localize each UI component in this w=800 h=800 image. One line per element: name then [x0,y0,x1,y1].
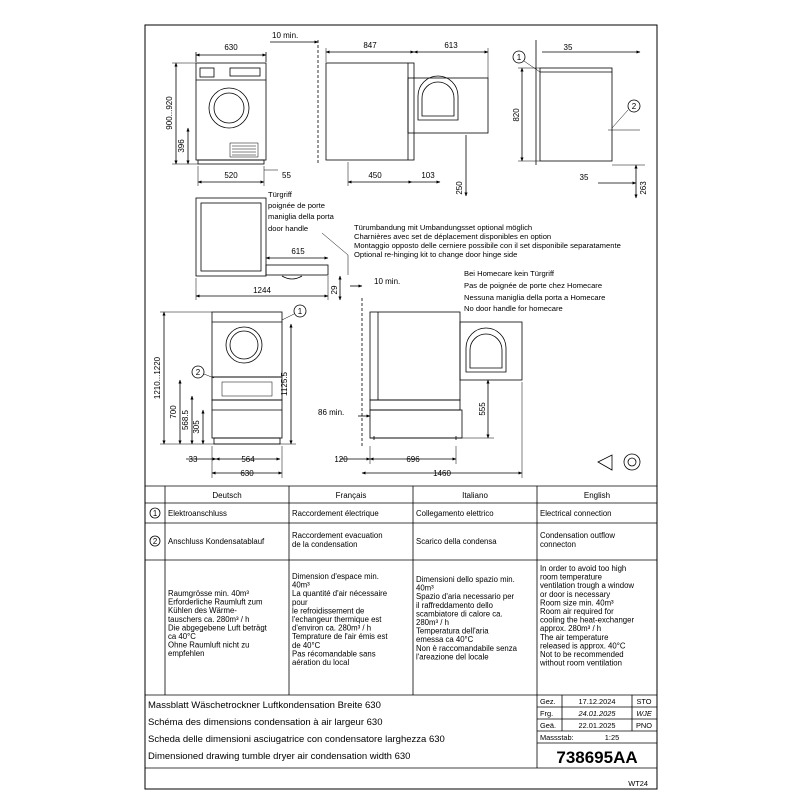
dim-630-top: 630 [224,43,238,52]
homecare-note-en: No door handle for homecare [464,304,563,313]
rehinge-note-de: Türumbandung mit Umbandungsset optional möglich [354,223,533,232]
dim-1244: 1244 [253,286,271,295]
stack-side-view [340,286,522,478]
header-francais: Français [335,491,367,500]
dim-450: 450 [368,171,382,180]
dim-55: 55 [282,171,291,180]
rev-gez-label: Gez. [540,697,556,706]
dim-305: 305 [192,420,201,434]
dim-263: 263 [639,181,648,195]
door-handle-label-fr: poignée de porte [268,201,326,210]
dim-615: 615 [291,247,305,256]
rev-frg-initials: WJE [636,709,652,718]
dim-696: 696 [406,455,420,464]
dim-103: 103 [421,171,435,180]
dryer-body [196,63,266,160]
drawing-area [160,40,645,478]
dim-520: 520 [224,171,238,180]
projection-symbol-icon [598,454,640,470]
row2-cell-fr: Raccordement evacuation de la condensation [292,531,383,549]
header-deutsch: Deutsch [212,491,242,500]
marker-2-stack: 2 [195,368,201,377]
dim-10-min-stack: 10 min. [374,277,401,286]
row1-cell-en: Electrical connection [540,509,612,518]
row1-cell-fr: Raccordement électrique [292,509,379,518]
footer-code: WT24 [628,779,648,788]
dim-29: 29 [330,285,339,295]
dim-1210-1220: 1210...1220 [153,356,162,400]
dim-555: 555 [478,402,487,416]
dim-568-5: 568.5 [181,409,190,431]
front-view [172,52,278,186]
dim-35-bottom: 35 [579,173,589,182]
dim-120: 120 [334,455,348,464]
dim-820: 820 [512,108,521,122]
scale-label: Massstab: [540,733,574,742]
header-english: English [583,491,611,500]
door-handle-label-en: door handle [268,224,309,233]
table-cells [168,509,634,668]
dim-900-920: 900...920 [165,96,174,130]
dim-847: 847 [363,41,377,50]
dim-1460: 1460 [433,469,451,478]
drawing-labels [153,31,648,478]
dim-700: 700 [169,405,178,419]
homecare-note-de: Bei Homecare kein Türgriff [464,269,555,278]
sheet-border [145,25,657,789]
dim-35-top: 35 [563,43,573,52]
title-fr: Schéma des dimensions condensation à air largeur 630 [148,717,383,728]
dim-564: 564 [241,455,255,464]
homecare-note-it: Nessuna maniglia della porta a Homecare [464,293,606,302]
door-handle-label-de: Türgriff [268,190,292,199]
dim-396: 396 [177,139,186,153]
rehinge-note-fr: Charnières avec set de déplacement disponibles en option [354,232,552,241]
rev-gea-initials: PNO [635,721,653,730]
title-block-text [148,697,652,788]
rev-gea-date: 22.01.2025 [578,721,616,730]
row1-marker: 1 [152,509,158,518]
marker-1-stack: 1 [297,307,303,316]
dryer-right-body [540,68,612,161]
row2-marker: 2 [152,537,158,546]
rehinge-note-it: Montaggio opposto delle cerniere possibile con il set disponibile separatamente [354,241,621,250]
note-cell-en: In order to avoid too high room temperature ventilation trough a window or door is necessary Room size min. 40m³ Room air required for cooling the heat-exchanger approx. 280m³ / h The air temperature released is approx. 40°C Not to be recommended without room ventilation [540,564,635,668]
note-cell-it: Dimensioni dello spazio min. 40m³ Spazio d'aria necessario per il raffreddamento dello scambiatore di calore ca. 280m³ / h Temperatura dell'aria emessa ca 40°C Non è raccomandabile senza l'areazione del locale [416,575,517,662]
title-en: Dimensioned drawing tumble dryer air condensation width 630 [148,751,411,762]
title-it: Scheda delle dimensioni asciugatrice con condensatore larghezza 630 [148,734,445,745]
dim-1125-5: 1125.5 [280,372,289,396]
dryer-side-body [326,63,414,160]
legend-text [153,491,635,668]
marker-2-right: 2 [631,102,637,111]
row2-cell-it: Scarico della condensa [416,537,497,546]
dim-250: 250 [455,181,464,195]
rev-frg-label: Frg. [540,709,554,718]
dim-10-min-top: 10 min. [272,31,299,40]
note-cell-fr: Dimension d'espace min. 40m³ La quantité d'air nécessaire pour le refroidissement de l'echangeur thermique est d'environ ca. 280m³ / h Temprature de l'air émis est de 40°C Pas récomandable sans aération du local [292,572,388,667]
dim-630-bottom: 630 [240,469,254,478]
rev-gea-label: Geä. [540,721,557,730]
rev-gez-initials: STO [636,697,652,706]
note-cell-de: Raumgrösse min. 40m³ Erforderliche Raumluft zum Kühlen des Wärme-tauschers ca. 280m³ / h Die abgegebene Luft beträgt ca 40°C Ohne Raumluft nicht zu empfehlen [168,589,267,659]
dim-86-min: 86 min. [318,408,345,417]
door-handle-label-it: maniglia della porta [268,212,334,221]
dim-613: 613 [444,41,458,50]
marker-1-right: 1 [516,53,522,62]
dim-33: 33 [188,455,198,464]
row1-cell-de: Elektroanschluss [168,509,227,518]
dryer-top-body [196,198,266,276]
row1-cell-it: Collegamento elettrico [416,509,494,518]
row2-cell-en: Condensation outflow connecton [540,531,615,549]
title-de: Massblatt Wäschetrockner Luftkondensation Breite 630 [148,700,381,711]
rehinge-note-en: Optional re-hinging kit to change door hinge side [354,250,518,259]
scale-value: 1:25 [604,733,620,742]
row2-cell-de: Anschluss Kondensatablauf [168,537,265,546]
rev-gez-date: 17.12.2024 [578,697,616,706]
drawing-number: 738695AA [556,748,638,767]
drum-door [209,88,249,128]
homecare-note-fr: Pas de poignée de porte chez Homecare [464,281,603,290]
header-italiano: Italiano [462,491,488,500]
rev-frg-date: 24.01.2025 [578,709,616,718]
